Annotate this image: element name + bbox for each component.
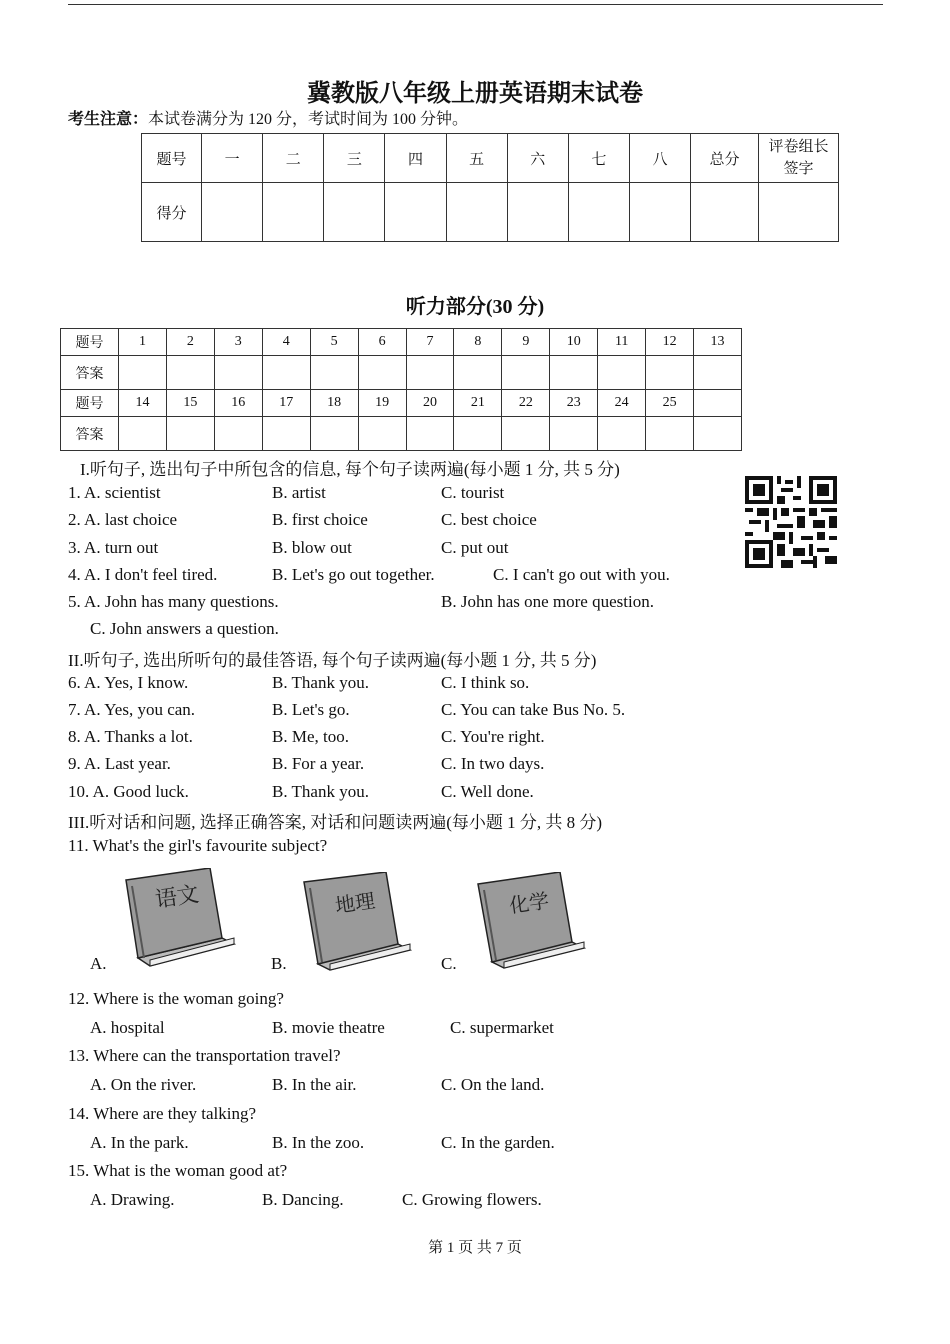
- q7-option-a: 7. A. Yes, you can.: [68, 700, 196, 719]
- score-header-cell: 一: [202, 134, 263, 183]
- score-header-cell: 三: [324, 134, 385, 183]
- answer-input-cell[interactable]: [454, 417, 502, 451]
- answer-number-cell: 6: [358, 329, 406, 356]
- book-icon-c: [476, 872, 588, 972]
- answer-label-cell: 答案: [61, 417, 119, 451]
- q3-option-a: 3. A. turn out: [68, 538, 159, 557]
- page-title: 冀教版八年级上册英语期末试卷: [307, 81, 643, 107]
- answer-input-cell[interactable]: [119, 356, 167, 390]
- score-input-cell[interactable]: [202, 183, 263, 242]
- q9-option-a: 9. A. Last year.: [68, 754, 171, 773]
- answer-number-cell: 20: [406, 390, 454, 417]
- q11-question: 11. What's the girl's favourite subject?: [68, 836, 328, 855]
- q3-option-b: B. blow out: [272, 538, 352, 557]
- answer-number-cell: 11: [598, 329, 646, 356]
- answer-number-cell: 7: [406, 329, 454, 356]
- q8-option-c: C. You're right.: [441, 727, 545, 746]
- answer-input-cell[interactable]: [646, 417, 694, 451]
- q15-option-b: B. Dancing.: [262, 1190, 344, 1209]
- q3-option-c: C. put out: [441, 538, 509, 557]
- answer-input-cell[interactable]: [166, 356, 214, 390]
- score-header-cell: 二: [263, 134, 324, 183]
- notice-label: 考生注意：: [68, 111, 149, 128]
- q11-option-a: A.: [90, 954, 107, 973]
- answer-input-cell[interactable]: [214, 417, 262, 451]
- q8-option-b: B. Me, too.: [272, 727, 349, 746]
- q12-option-a: A. hospital: [90, 1018, 165, 1037]
- score-header-cell: 四: [385, 134, 446, 183]
- top-rule: [68, 4, 883, 5]
- score-table: [141, 133, 839, 242]
- answer-input-cell[interactable]: [646, 356, 694, 390]
- score-input-cell[interactable]: [758, 183, 838, 242]
- score-header-cell: 六: [507, 134, 568, 183]
- answer-input-cell[interactable]: [502, 356, 550, 390]
- answer-number-cell: 15: [166, 390, 214, 417]
- answer-table: [60, 328, 742, 451]
- qr-code-icon: [745, 476, 837, 568]
- q1-option-a: 1. A. scientist: [68, 483, 161, 502]
- q10-option-c: C. Well done.: [441, 782, 534, 801]
- answer-input-cell[interactable]: [694, 417, 742, 451]
- score-input-cell[interactable]: [263, 183, 324, 242]
- score-header-cell: 五: [446, 134, 507, 183]
- answer-header-cell: 题号: [61, 390, 119, 417]
- answer-number-cell: 17: [262, 390, 310, 417]
- answer-input-cell[interactable]: [454, 356, 502, 390]
- answer-input-cell[interactable]: [406, 356, 454, 390]
- score-header-cell: 题号: [142, 134, 202, 183]
- q1-option-c: C. tourist: [441, 483, 505, 502]
- answer-number-cell: 1: [119, 329, 167, 356]
- q14-option-b: B. In the zoo.: [272, 1133, 365, 1152]
- answer-number-cell: 24: [598, 390, 646, 417]
- q2-option-a: 2. A. last choice: [68, 510, 178, 529]
- answer-number-cell: 8: [454, 329, 502, 356]
- q12-question: 12. Where is the woman going?: [68, 989, 284, 1008]
- q6-option-c: C. I think so.: [441, 673, 530, 692]
- answer-input-cell[interactable]: [262, 356, 310, 390]
- score-input-cell[interactable]: [568, 183, 629, 242]
- answer-number-cell: 23: [550, 390, 598, 417]
- q4-option-b: B. Let's go out together.: [272, 565, 435, 584]
- q13-option-b: B. In the air.: [272, 1075, 357, 1094]
- score-header-cell: 八: [629, 134, 690, 183]
- answer-number-cell: 4: [262, 329, 310, 356]
- answer-input-cell[interactable]: [598, 417, 646, 451]
- q5-option-a: 5. A. John has many questions.: [68, 592, 279, 611]
- answer-input-cell[interactable]: [502, 417, 550, 451]
- q14-option-a: A. In the park.: [90, 1133, 189, 1152]
- q11-option-c: C.: [441, 954, 457, 973]
- book-label-c: 化学: [507, 888, 551, 918]
- answer-number-cell: 13: [694, 329, 742, 356]
- answer-number-cell: 19: [358, 390, 406, 417]
- score-input-cell[interactable]: [446, 183, 507, 242]
- answer-input-cell[interactable]: [358, 417, 406, 451]
- answer-input-cell[interactable]: [119, 417, 167, 451]
- score-input-cell[interactable]: [691, 183, 759, 242]
- book-label-a: 语文: [153, 882, 201, 914]
- score-header-cell: 总分: [691, 134, 759, 183]
- q8-option-a: 8. A. Thanks a lot.: [68, 727, 193, 746]
- q12-option-b: B. movie theatre: [272, 1018, 385, 1037]
- answer-number-cell: 3: [214, 329, 262, 356]
- answer-label-cell: 答案: [61, 356, 119, 390]
- exam-notice: [68, 106, 468, 129]
- answer-input-cell[interactable]: [550, 417, 598, 451]
- answer-number-cell: 25: [646, 390, 694, 417]
- q9-option-c: C. In two days.: [441, 754, 545, 773]
- answer-number-cell: 21: [454, 390, 502, 417]
- q2-option-c: C. best choice: [441, 510, 537, 529]
- q13-option-a: A. On the river.: [90, 1075, 197, 1094]
- score-input-cell[interactable]: [629, 183, 690, 242]
- q12-option-c: C. supermarket: [450, 1018, 554, 1037]
- q11-option-b: B.: [271, 954, 287, 973]
- answer-input-cell[interactable]: [214, 356, 262, 390]
- answer-number-cell: 9: [502, 329, 550, 356]
- answer-input-cell[interactable]: [262, 417, 310, 451]
- q7-option-c: C. You can take Bus No. 5.: [441, 700, 626, 719]
- answer-input-cell[interactable]: [550, 356, 598, 390]
- q4-option-a: 4. A. I don't feel tired.: [68, 565, 218, 584]
- q13-option-c: C. On the land.: [441, 1075, 545, 1094]
- score-input-cell[interactable]: [324, 183, 385, 242]
- book-icon-a: [122, 868, 240, 968]
- answer-number-cell: 14: [119, 390, 167, 417]
- section2-heading: II.听句子, 选出所听句的最佳答语, 每个句子读两遍(每小题 1 分, 共 5 分): [68, 651, 597, 670]
- q14-question: 14. Where are they talking?: [68, 1104, 257, 1123]
- answer-number-cell: 16: [214, 390, 262, 417]
- answer-input-cell[interactable]: [310, 356, 358, 390]
- q1-option-b: B. artist: [272, 483, 326, 502]
- answer-number-cell: 5: [310, 329, 358, 356]
- score-label-cell: 得分: [142, 183, 202, 242]
- q6-option-b: B. Thank you.: [272, 673, 369, 692]
- q15-option-c: C. Growing flowers.: [402, 1190, 542, 1209]
- answer-input-cell[interactable]: [406, 417, 454, 451]
- q14-option-c: C. In the garden.: [441, 1133, 555, 1152]
- notice-text: 本试卷满分为 120 分，考试时间为 100 分钟。: [148, 111, 469, 128]
- q4-option-c: C. I can't go out with you.: [493, 565, 670, 584]
- answer-number-cell: [694, 390, 742, 417]
- q15-question: 15. What is the woman good at?: [68, 1161, 288, 1180]
- answer-input-cell[interactable]: [598, 356, 646, 390]
- q5-option-c: C. John answers a question.: [90, 619, 279, 638]
- book-label-b: 地理: [333, 888, 377, 918]
- score-input-cell[interactable]: [507, 183, 568, 242]
- q13-question: 13. Where can the transportation travel?: [68, 1046, 341, 1065]
- section1-heading: I.听句子, 选出句子中所包含的信息, 每个句子读两遍(每小题 1 分, 共 5 分): [80, 460, 620, 479]
- answer-input-cell[interactable]: [694, 356, 742, 390]
- answer-input-cell[interactable]: [358, 356, 406, 390]
- answer-number-cell: 18: [310, 390, 358, 417]
- page-footer: 第 1 页 共 7 页: [428, 1240, 522, 1256]
- q9-option-b: B. For a year.: [272, 754, 365, 773]
- q2-option-b: B. first choice: [272, 510, 368, 529]
- q15-option-a: A. Drawing.: [90, 1190, 175, 1209]
- q7-option-b: B. Let's go.: [272, 700, 350, 719]
- q5-option-b: B. John has one more question.: [441, 592, 654, 611]
- answer-input-cell[interactable]: [166, 417, 214, 451]
- answer-number-cell: 22: [502, 390, 550, 417]
- answer-number-cell: 2: [166, 329, 214, 356]
- answer-input-cell[interactable]: [310, 417, 358, 451]
- q10-option-b: B. Thank you.: [272, 782, 369, 801]
- q6-option-a: 6. A. Yes, I know.: [68, 673, 189, 692]
- score-input-cell[interactable]: [385, 183, 446, 242]
- score-header-cell: 七: [568, 134, 629, 183]
- answer-number-cell: 10: [550, 329, 598, 356]
- answer-header-cell: 题号: [61, 329, 119, 356]
- score-header-cell: 评卷组长签字: [758, 134, 838, 183]
- listening-title: 听力部分(30 分): [405, 296, 545, 318]
- section3-heading: III.听对话和问题, 选择正确答案, 对话和问题读两遍(每小题 1 分, 共 8 分): [68, 813, 603, 832]
- q10-option-a: 10. A. Good luck.: [68, 782, 189, 801]
- book-icon-b: [302, 872, 414, 972]
- answer-number-cell: 12: [646, 329, 694, 356]
